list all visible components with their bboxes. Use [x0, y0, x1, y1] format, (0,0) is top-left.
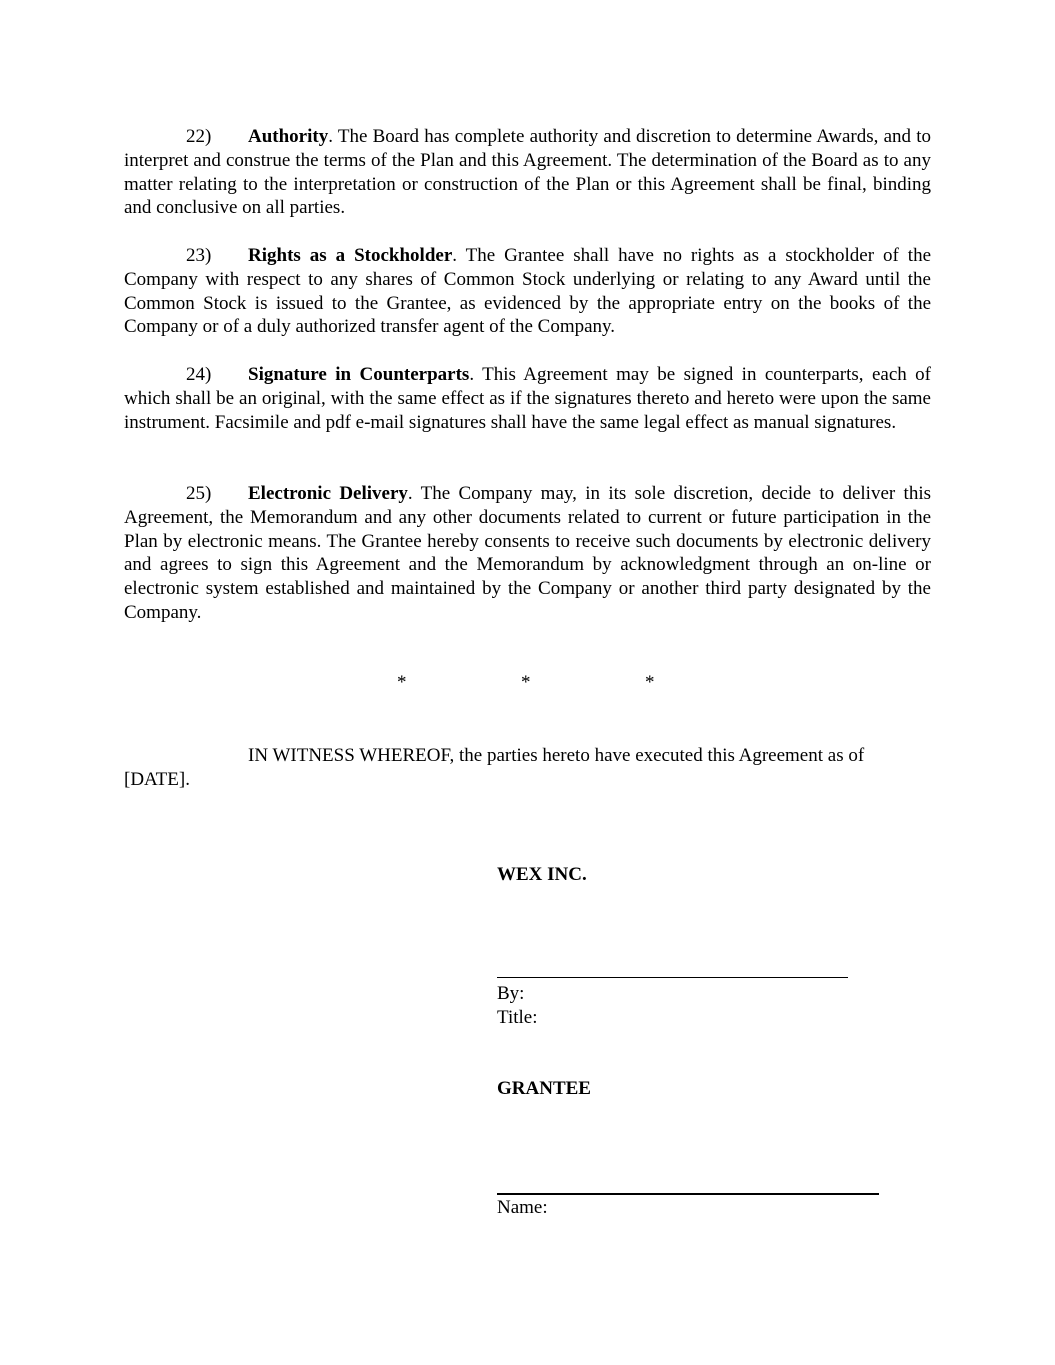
section-body: . This Agreement may be signed in counterparts, each of which shall be an original, with the same effect as if the signatures thereto and hereto were upon the same instrument. Facsimile and pdf e-mail signatures shall have the same legal effect as manual signatures.	[124, 364, 932, 433]
section-body: . The Grantee shall have no rights as a stockholder of the Company with respect to any shares of Common Stock underlying or relating to any Award until the Common Stock is issued to the Grantee, as evidenced by the appropriate entry on the books of the Company or of a duly authorized transfer agent of the Company.	[124, 245, 932, 338]
section-number: 23)	[186, 245, 212, 266]
name-label: Name:	[497, 1197, 548, 1218]
section-22-authority	[124, 125, 931, 220]
section-heading: Rights as a Stockholder	[248, 245, 453, 266]
section-body: . The Company may, in its sole discretion, decide to deliver this Agreement, the Memorandum and any other documents related to current or future participation in the Plan by electronic means. The Grantee hereby consents to receive such documents by electronic delivery and agrees to sign this Agreement and the Memorandum by acknowledgment through an on-line or electronic system established and maintained by the Company or another third party designated by the Company.	[124, 483, 931, 623]
title-label: Title:	[497, 1007, 538, 1028]
section-25-electronic-delivery	[124, 482, 931, 625]
section-heading: Signature in Counterparts	[248, 364, 470, 385]
witness-text: IN WITNESS WHEREOF, the parties hereto have executed this Agreement as of	[248, 745, 865, 766]
section-number: 22)	[186, 126, 212, 147]
section-24-signature-in-counterparts	[124, 363, 931, 434]
company-name: WEX INC.	[497, 864, 587, 885]
separator-asterisk: *	[645, 672, 655, 693]
section-heading: Authority	[248, 126, 329, 147]
separator-asterisk: *	[397, 672, 407, 693]
section-number: 24)	[186, 364, 212, 385]
grantee-label: GRANTEE	[497, 1078, 591, 1099]
grantee-signature-line	[497, 1193, 879, 1195]
separator-asterisk: *	[521, 672, 531, 693]
company-signature-line	[497, 977, 848, 978]
section-23-rights-as-stockholder	[124, 244, 931, 339]
section-body: . The Board has complete authority and discretion to determine Awards, and to interpret and construe the terms of the Plan and this Agreement. The determination of the Board as to any matter relating to the interpretation or construction of the Plan or this Agreement shall be final, binding and conclusive on all parties.	[124, 126, 931, 219]
section-number: 25)	[186, 483, 212, 504]
witness-date: [DATE].	[124, 769, 190, 790]
section-heading: Electronic Delivery	[248, 483, 408, 504]
witness-clause	[124, 744, 931, 792]
by-label: By:	[497, 983, 525, 1004]
